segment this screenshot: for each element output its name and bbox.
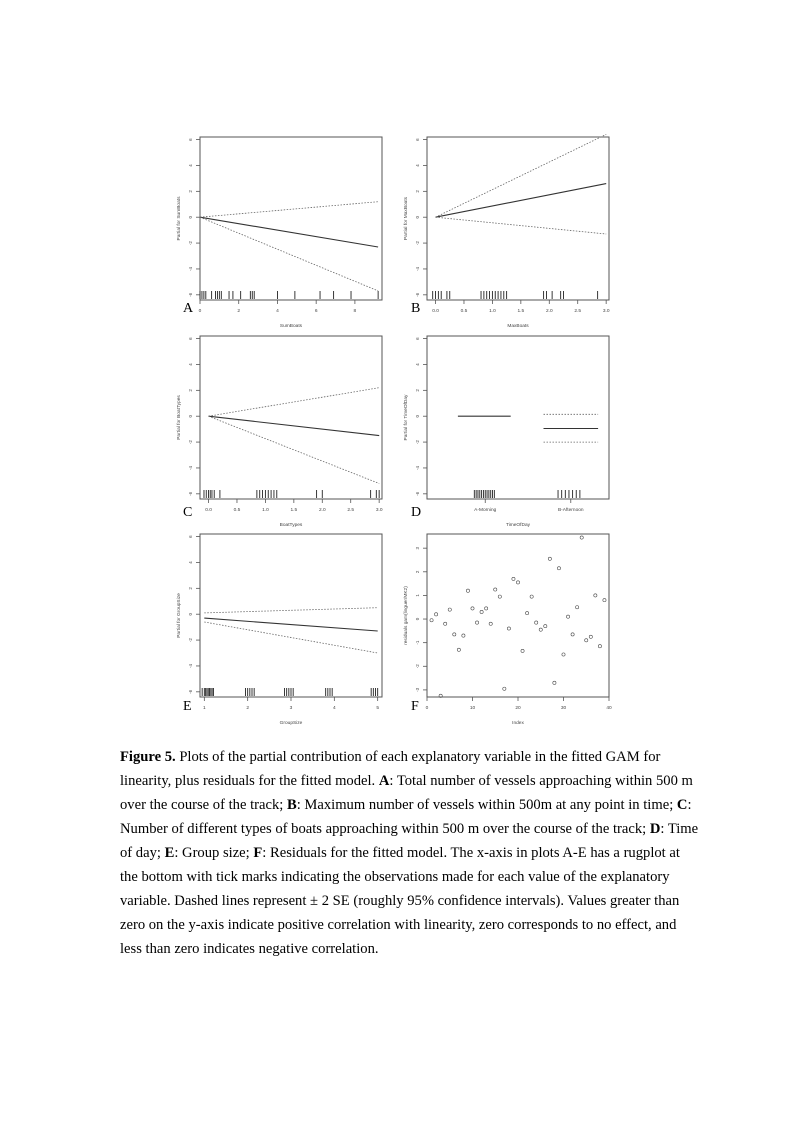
panel-f-residual-point bbox=[430, 619, 433, 622]
panel-c-ytick-label: 2 bbox=[188, 389, 193, 392]
caption-label-f: F bbox=[253, 845, 263, 861]
panel-e-xlabel: GroupSize bbox=[279, 721, 303, 726]
panel-b-ytick-label: 6 bbox=[415, 138, 420, 141]
panel-f-xtick-label: 30 bbox=[560, 706, 567, 711]
panel-c-xlabel: BoatTypes bbox=[279, 523, 303, 528]
panel-a-se-line bbox=[200, 217, 378, 291]
panel-f-xlabel: Index bbox=[512, 721, 524, 726]
panel-f-residual-point bbox=[498, 595, 501, 598]
panel-a-ytick-label: -2 bbox=[188, 241, 193, 246]
panel-a-ytick-label: 0 bbox=[188, 215, 193, 219]
panel-f-residual-point bbox=[557, 567, 560, 570]
panel-e-frame bbox=[200, 534, 382, 697]
panel-f-xtick-label: 40 bbox=[606, 706, 612, 711]
panel-a-xlabel: SumBoats bbox=[279, 324, 303, 329]
panel-b-xtick-label: 2.0 bbox=[545, 309, 553, 314]
panel-f-ytick-label: -2 bbox=[415, 664, 420, 669]
panel-f-residual-point bbox=[539, 628, 542, 631]
panel-f-residual-point bbox=[489, 622, 492, 625]
panel-e-ytick-label: -2 bbox=[188, 638, 193, 643]
panel-f-ytick-label: -1 bbox=[415, 640, 420, 645]
panel-b-ytick-label: 4 bbox=[415, 164, 420, 167]
panel-f-residual-point bbox=[444, 622, 447, 625]
panel-d-ytick-label: -4 bbox=[415, 465, 420, 470]
panel-f-letter: F bbox=[411, 699, 419, 714]
panel-a-letter: A bbox=[183, 301, 194, 316]
panel-d-ytick-label: 0 bbox=[415, 414, 420, 418]
panel-f-residual-point bbox=[503, 687, 506, 690]
panel-b-ytick-label: 2 bbox=[415, 190, 420, 193]
panel-d-ytick-label: 2 bbox=[415, 389, 420, 392]
panel-e-se-line bbox=[204, 608, 377, 613]
panel-d-ytick-label: 6 bbox=[415, 337, 420, 340]
panel-b-ytick-label: -6 bbox=[415, 292, 420, 297]
panel-e-fit-line bbox=[204, 618, 377, 631]
panel-e-ytick-label: 6 bbox=[188, 535, 193, 538]
panel-c-ytick-label: -2 bbox=[188, 440, 193, 445]
panel-e-ytick-label: 2 bbox=[188, 587, 193, 590]
panel-b-xtick-label: 1.5 bbox=[517, 309, 525, 314]
panel-f-ylabel: residuals gam(linguer/MK2) bbox=[404, 586, 409, 645]
panel-f-residual-point bbox=[544, 625, 547, 628]
panel-d-ytick-label: -6 bbox=[415, 491, 420, 496]
panel-f-residual-point bbox=[553, 681, 556, 684]
caption-text-a: : Total number of vessels approaching within 500 m over the course of the track; bbox=[120, 773, 693, 813]
caption-text-e: : Group size; bbox=[174, 845, 254, 861]
panel-b-fit-line bbox=[436, 184, 607, 218]
panel-f-residual-point bbox=[457, 648, 460, 651]
panel-e-xtick-label: 3 bbox=[289, 706, 293, 711]
panel-a-ylabel: Partial for SumBoats bbox=[177, 196, 182, 241]
panel-f-ytick-label: 2 bbox=[415, 570, 420, 574]
panel-b-ytick-label: 0 bbox=[415, 215, 420, 219]
panel-c-ytick-label: 6 bbox=[188, 337, 193, 340]
panel-a-fit-line bbox=[200, 217, 378, 247]
panel-c-ytick-label: -6 bbox=[188, 491, 193, 496]
panel-c-ylabel: Partial for BoatTypes bbox=[177, 395, 182, 440]
caption-lead: Figure 5. bbox=[120, 749, 176, 765]
caption-text-f: : Residuals for the fitted model. The x-axis in plots A-E has a rugplot at the bottom with tick marks indicating the observations made for each value of the explanatory variable. Dashed lines represent ± 2 SE (roughly 95% confidence intervals). Values greater than zero on the y-axis indicate positive correlation with linearity, zero corresponds to no effect, and less than zero indicates negative correlation. bbox=[120, 845, 680, 957]
panel-d-ytick-label: -2 bbox=[415, 440, 420, 445]
panel-e-ylabel: Partial for GroupSize bbox=[177, 593, 182, 638]
caption-text-c: : Number of different types of boats approaching within 500 m over the course of the track; bbox=[120, 797, 692, 837]
panel-a-ytick-label: -6 bbox=[188, 292, 193, 297]
panel-f-residual-point bbox=[526, 612, 529, 615]
panel-f-ytick-label: 3 bbox=[415, 546, 420, 550]
panel-c-ytick-label: -4 bbox=[188, 465, 193, 470]
panel-f-ytick-label: 0 bbox=[415, 617, 420, 621]
panel-e-letter: E bbox=[183, 699, 192, 714]
caption-text-intro: Plots of the partial contribution of each explanatory variable in the fitted GAM for linearity, plus residuals for the fitted model. bbox=[120, 749, 661, 789]
caption-label-e: E bbox=[164, 845, 175, 861]
panel-d-ytick-label: 4 bbox=[415, 363, 420, 366]
figure-caption bbox=[120, 745, 700, 961]
panel-d-frame bbox=[427, 336, 609, 499]
panel-a-ytick-label: 6 bbox=[188, 138, 193, 141]
panel-f-residual-point bbox=[530, 595, 533, 598]
panel-f-residual-point bbox=[562, 653, 565, 656]
panel-e-ytick-label: -4 bbox=[188, 663, 193, 668]
panel-d-ylabel: Partial for TimeOfDay bbox=[404, 394, 409, 441]
panel-c-xtick-label: 1.5 bbox=[290, 508, 298, 513]
panel-f-residual-point bbox=[435, 613, 438, 616]
caption-label-a: A bbox=[378, 773, 390, 789]
panel-e-ytick-label: 0 bbox=[188, 612, 193, 616]
panel-f-residual-point bbox=[516, 581, 519, 584]
caption-text-d: : Time of day; bbox=[120, 821, 699, 861]
panel-f-residual-point bbox=[471, 607, 474, 610]
panel-c-xtick-label: 3.0 bbox=[375, 508, 383, 513]
caption-label-d: D bbox=[649, 821, 661, 837]
panel-a-xtick-label: 2 bbox=[237, 309, 241, 314]
panel-f-xtick-label: 0 bbox=[425, 706, 429, 711]
panel-f-residual-point bbox=[580, 536, 583, 539]
panel-f-residual-point bbox=[598, 645, 601, 648]
panel-d-xtick-label: B-Afternoon bbox=[557, 508, 584, 513]
panel-b-se-line bbox=[436, 217, 607, 234]
panel-a-ytick-label: 2 bbox=[188, 190, 193, 193]
panel-a-xtick-label: 6 bbox=[314, 309, 318, 314]
panel-f-frame bbox=[427, 534, 609, 697]
panel-e-xtick-label: 1 bbox=[202, 706, 206, 711]
panel-b-xlabel: MaxBoats bbox=[507, 324, 529, 329]
panel-b-xtick-label: 0.0 bbox=[432, 309, 439, 314]
panel-f-residual-point bbox=[462, 634, 465, 637]
panel-b-xtick-label: 1.0 bbox=[489, 309, 496, 314]
panel-f-residual-point bbox=[589, 635, 592, 638]
panel-a-se-line bbox=[200, 202, 378, 218]
panel-d-xlabel: TimeOfDay bbox=[505, 523, 531, 528]
panel-f-residual-point bbox=[507, 627, 510, 630]
panel-a-ytick-label: 4 bbox=[188, 164, 193, 167]
panel-d-xtick-label: A-Morning bbox=[474, 508, 497, 513]
panel-a-xtick-label: 0 bbox=[198, 309, 202, 314]
panel-a-xtick-label: 4 bbox=[276, 309, 279, 314]
caption-text-b: : Maximum number of vessels within 500m at any point in time; bbox=[296, 797, 677, 813]
panel-c-xtick-label: 1.0 bbox=[262, 508, 269, 513]
panel-f-residual-point bbox=[521, 649, 524, 652]
panel-e-ytick-label: -6 bbox=[188, 689, 193, 694]
panel-f-residual-point bbox=[475, 621, 478, 624]
panel-b-se-line bbox=[436, 134, 607, 217]
panel-f-residual-point bbox=[566, 615, 569, 618]
panel-f-residual-point bbox=[535, 621, 538, 624]
panel-b-ytick-label: -2 bbox=[415, 241, 420, 246]
panel-f-ytick-label: 1 bbox=[415, 594, 420, 597]
panel-b-ylabel: Partial for MaxBoats bbox=[404, 196, 409, 241]
panel-b-letter: B bbox=[411, 301, 421, 316]
panel-d-letter: D bbox=[411, 505, 422, 520]
panel-f-residual-point bbox=[466, 589, 469, 592]
panel-c-xtick-label: 0.5 bbox=[233, 508, 241, 513]
panel-f-xtick-label: 20 bbox=[515, 706, 521, 711]
panel-f-residual-point bbox=[571, 633, 574, 636]
panel-c-letter: C bbox=[183, 505, 193, 520]
panel-f-residual-point bbox=[585, 639, 588, 642]
panel-c-se-line bbox=[209, 388, 380, 417]
panel-e-se-line bbox=[204, 622, 377, 653]
panel-f-ytick-label: -3 bbox=[415, 687, 420, 692]
panel-f-residual-point bbox=[594, 594, 597, 597]
panel-b-ytick-label: -4 bbox=[415, 266, 420, 271]
panel-f-xtick-label: 10 bbox=[469, 706, 476, 711]
panel-e-xtick-label: 4 bbox=[332, 706, 336, 711]
panel-c-ytick-label: 0 bbox=[188, 414, 193, 418]
panel-f-residual-point bbox=[485, 607, 488, 610]
panel-c-frame bbox=[200, 336, 382, 499]
panel-f-residual-point bbox=[448, 608, 451, 611]
panel-b-xtick-label: 3.0 bbox=[602, 309, 610, 314]
panel-f-residual-point bbox=[453, 633, 456, 636]
panel-c-xtick-label: 0.0 bbox=[205, 508, 212, 513]
panel-c-xtick-label: 2.5 bbox=[347, 508, 355, 513]
panel-f-residual-point bbox=[480, 610, 483, 613]
panel-f-residual-point bbox=[512, 577, 515, 580]
panel-b-xtick-label: 0.5 bbox=[460, 309, 468, 314]
panel-f-residual-point bbox=[603, 599, 606, 602]
panel-f-residual-point bbox=[548, 557, 551, 560]
panel-a-frame bbox=[200, 137, 382, 300]
panel-a-ytick-label: -4 bbox=[188, 266, 193, 271]
panel-f-residual-point bbox=[494, 588, 497, 591]
panel-c-xtick-label: 2.0 bbox=[318, 508, 326, 513]
panel-e-ytick-label: 4 bbox=[188, 561, 193, 564]
panel-e-xtick-label: 2 bbox=[246, 706, 250, 711]
caption-label-b: B bbox=[286, 797, 297, 813]
caption-label-c: C bbox=[676, 797, 688, 813]
panel-c-ytick-label: 4 bbox=[188, 363, 193, 366]
panel-f-residual-point bbox=[576, 606, 579, 609]
panel-b-xtick-label: 2.5 bbox=[574, 309, 582, 314]
panel-e-xtick-label: 5 bbox=[376, 706, 380, 711]
panel-b-frame bbox=[427, 137, 609, 300]
panel-a-xtick-label: 8 bbox=[353, 309, 357, 314]
